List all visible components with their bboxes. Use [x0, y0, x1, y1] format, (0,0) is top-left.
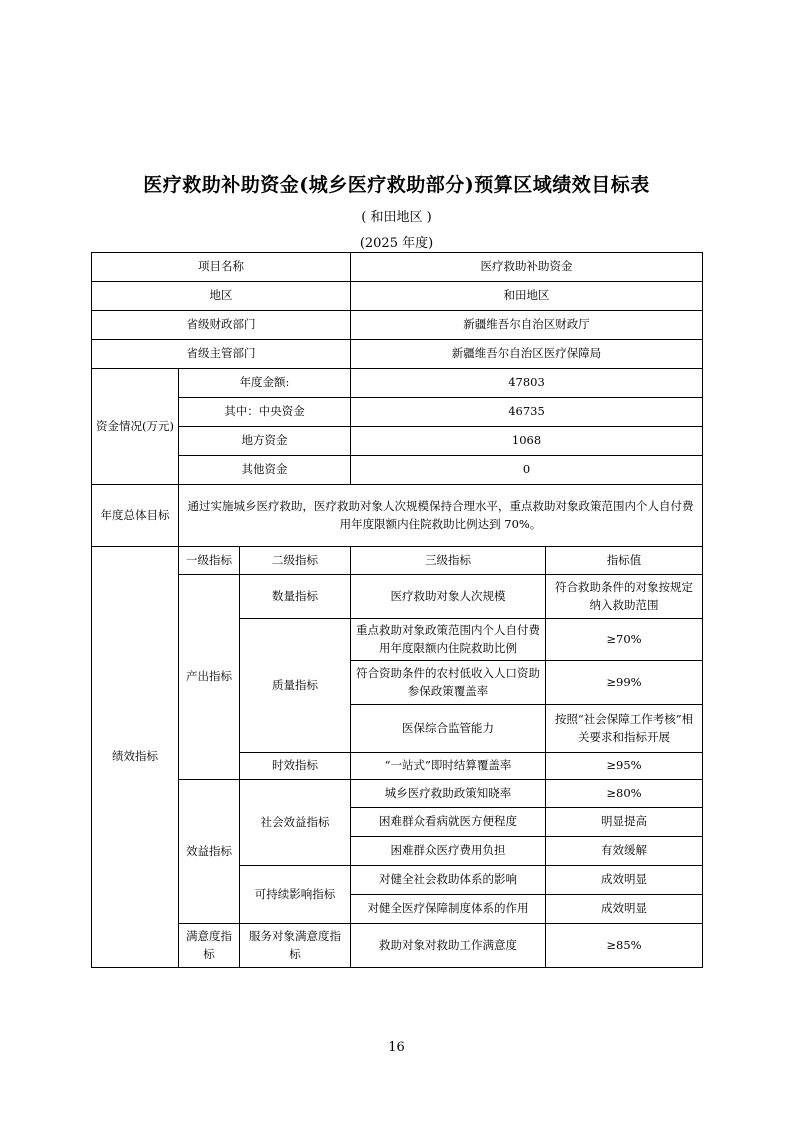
fund-row-label: 其他资金	[179, 456, 351, 485]
page-number: 16	[388, 1040, 405, 1055]
quality-label: 质量指标	[240, 619, 351, 753]
indicator-name: 重点救助对象政策范围内个人自付费用年度限额内住院救助比例	[351, 619, 546, 661]
fund-row-label: 其中：中央资金	[179, 398, 351, 427]
region-subtitle: ( 和田地区 )	[361, 210, 432, 225]
fund-row-value: 0	[351, 456, 703, 485]
indicator-value: 成效明显	[546, 866, 703, 895]
table-row	[92, 456, 703, 485]
quantity-label: 数量指标	[240, 575, 351, 619]
indicator-name: 医疗救助对象人次规模	[351, 575, 546, 619]
table-row	[92, 547, 703, 575]
indicator-name: “一站式”即时结算覆盖率	[351, 753, 546, 780]
finance-dept-value: 新疆维吾尔自治区财政厅	[351, 311, 703, 340]
indicator-name: 困难群众看病就医方便程度	[351, 808, 546, 837]
table-row	[92, 369, 703, 398]
performance-label: 绩效指标	[92, 547, 179, 968]
header-level2: 二级指标	[240, 547, 351, 575]
indicator-value: ≥95%	[546, 753, 703, 780]
indicator-name: 医保综合监管能力	[351, 705, 546, 753]
project-name-value: 医疗救助补助资金	[351, 253, 703, 282]
timeliness-label: 时效指标	[240, 753, 351, 780]
indicator-name: 对健全医疗保障制度体系的作用	[351, 895, 546, 924]
table-row	[92, 340, 703, 369]
indicator-value: ≥80%	[546, 780, 703, 808]
fund-row-value: 46735	[351, 398, 703, 427]
social-label: 社会效益指标	[240, 780, 351, 866]
fund-row-value: 47803	[351, 369, 703, 398]
output-label: 产出指标	[179, 575, 240, 780]
sustainable-label: 可持续影响指标	[240, 866, 351, 924]
indicator-value: ≥70%	[546, 619, 703, 661]
fund-row-value: 1068	[351, 427, 703, 456]
table-row	[92, 924, 703, 968]
table-row	[92, 780, 703, 808]
indicator-name: 对健全社会救助体系的影响	[351, 866, 546, 895]
header-level3: 三级指标	[351, 547, 546, 575]
indicator-value: 成效明显	[546, 895, 703, 924]
region-value: 和田地区	[351, 282, 703, 311]
project-name-label: 项目名称	[92, 253, 351, 282]
fund-row-label: 地方资金	[179, 427, 351, 456]
indicator-name: 困难群众医疗费用负担	[351, 837, 546, 866]
finance-dept-label: 省级财政部门	[92, 311, 351, 340]
performance-table	[91, 252, 703, 968]
table-row	[92, 427, 703, 456]
year-subtitle: (2025 年度)	[359, 236, 434, 251]
page-title: 医疗救助补助资金(城乡医疗救助部分)预算区域绩效目标表	[143, 174, 650, 196]
fund-row-label: 年度金额:	[179, 369, 351, 398]
indicator-value: 符合救助条件的对象按规定纳入救助范围	[546, 575, 703, 619]
indicator-name: 符合资助条件的农村低收入人口资助参保政策覆盖率	[351, 661, 546, 705]
table-row	[92, 282, 703, 311]
benefit-label: 效益指标	[179, 780, 240, 924]
indicator-name: 城乡医疗救助政策知晓率	[351, 780, 546, 808]
goal-label: 年度总体目标	[92, 485, 179, 547]
admin-dept-label: 省级主管部门	[92, 340, 351, 369]
indicator-name: 救助对象对救助工作满意度	[351, 924, 546, 968]
header-level1: 一级指标	[179, 547, 240, 575]
table-row	[92, 575, 703, 619]
admin-dept-value: 新疆维吾尔自治区医疗保障局	[351, 340, 703, 369]
indicator-value: 有效缓解	[546, 837, 703, 866]
satisfaction-sub-label: 服务对象满意度指标	[240, 924, 351, 968]
satisfaction-label: 满意度指标	[179, 924, 240, 968]
indicator-value: 明显提高	[546, 808, 703, 837]
table-row	[92, 311, 703, 340]
indicator-value: ≥99%	[546, 661, 703, 705]
table-row	[92, 253, 703, 282]
region-label: 地区	[92, 282, 351, 311]
indicator-value: 按照“社会保障工作考核”相关要求和指标开展	[546, 705, 703, 753]
table-row	[92, 398, 703, 427]
header-value: 指标值	[546, 547, 703, 575]
indicator-value: ≥85%	[546, 924, 703, 968]
table-row	[92, 485, 703, 547]
goal-text: 通过实施城乡医疗救助，医疗救助对象人次规模保持合理水平，重点救助对象政策范围内个人自付费用年度限额内住院救助比例达到 70%。	[179, 485, 703, 547]
funds-label: 资金情况(万元)	[92, 369, 179, 485]
